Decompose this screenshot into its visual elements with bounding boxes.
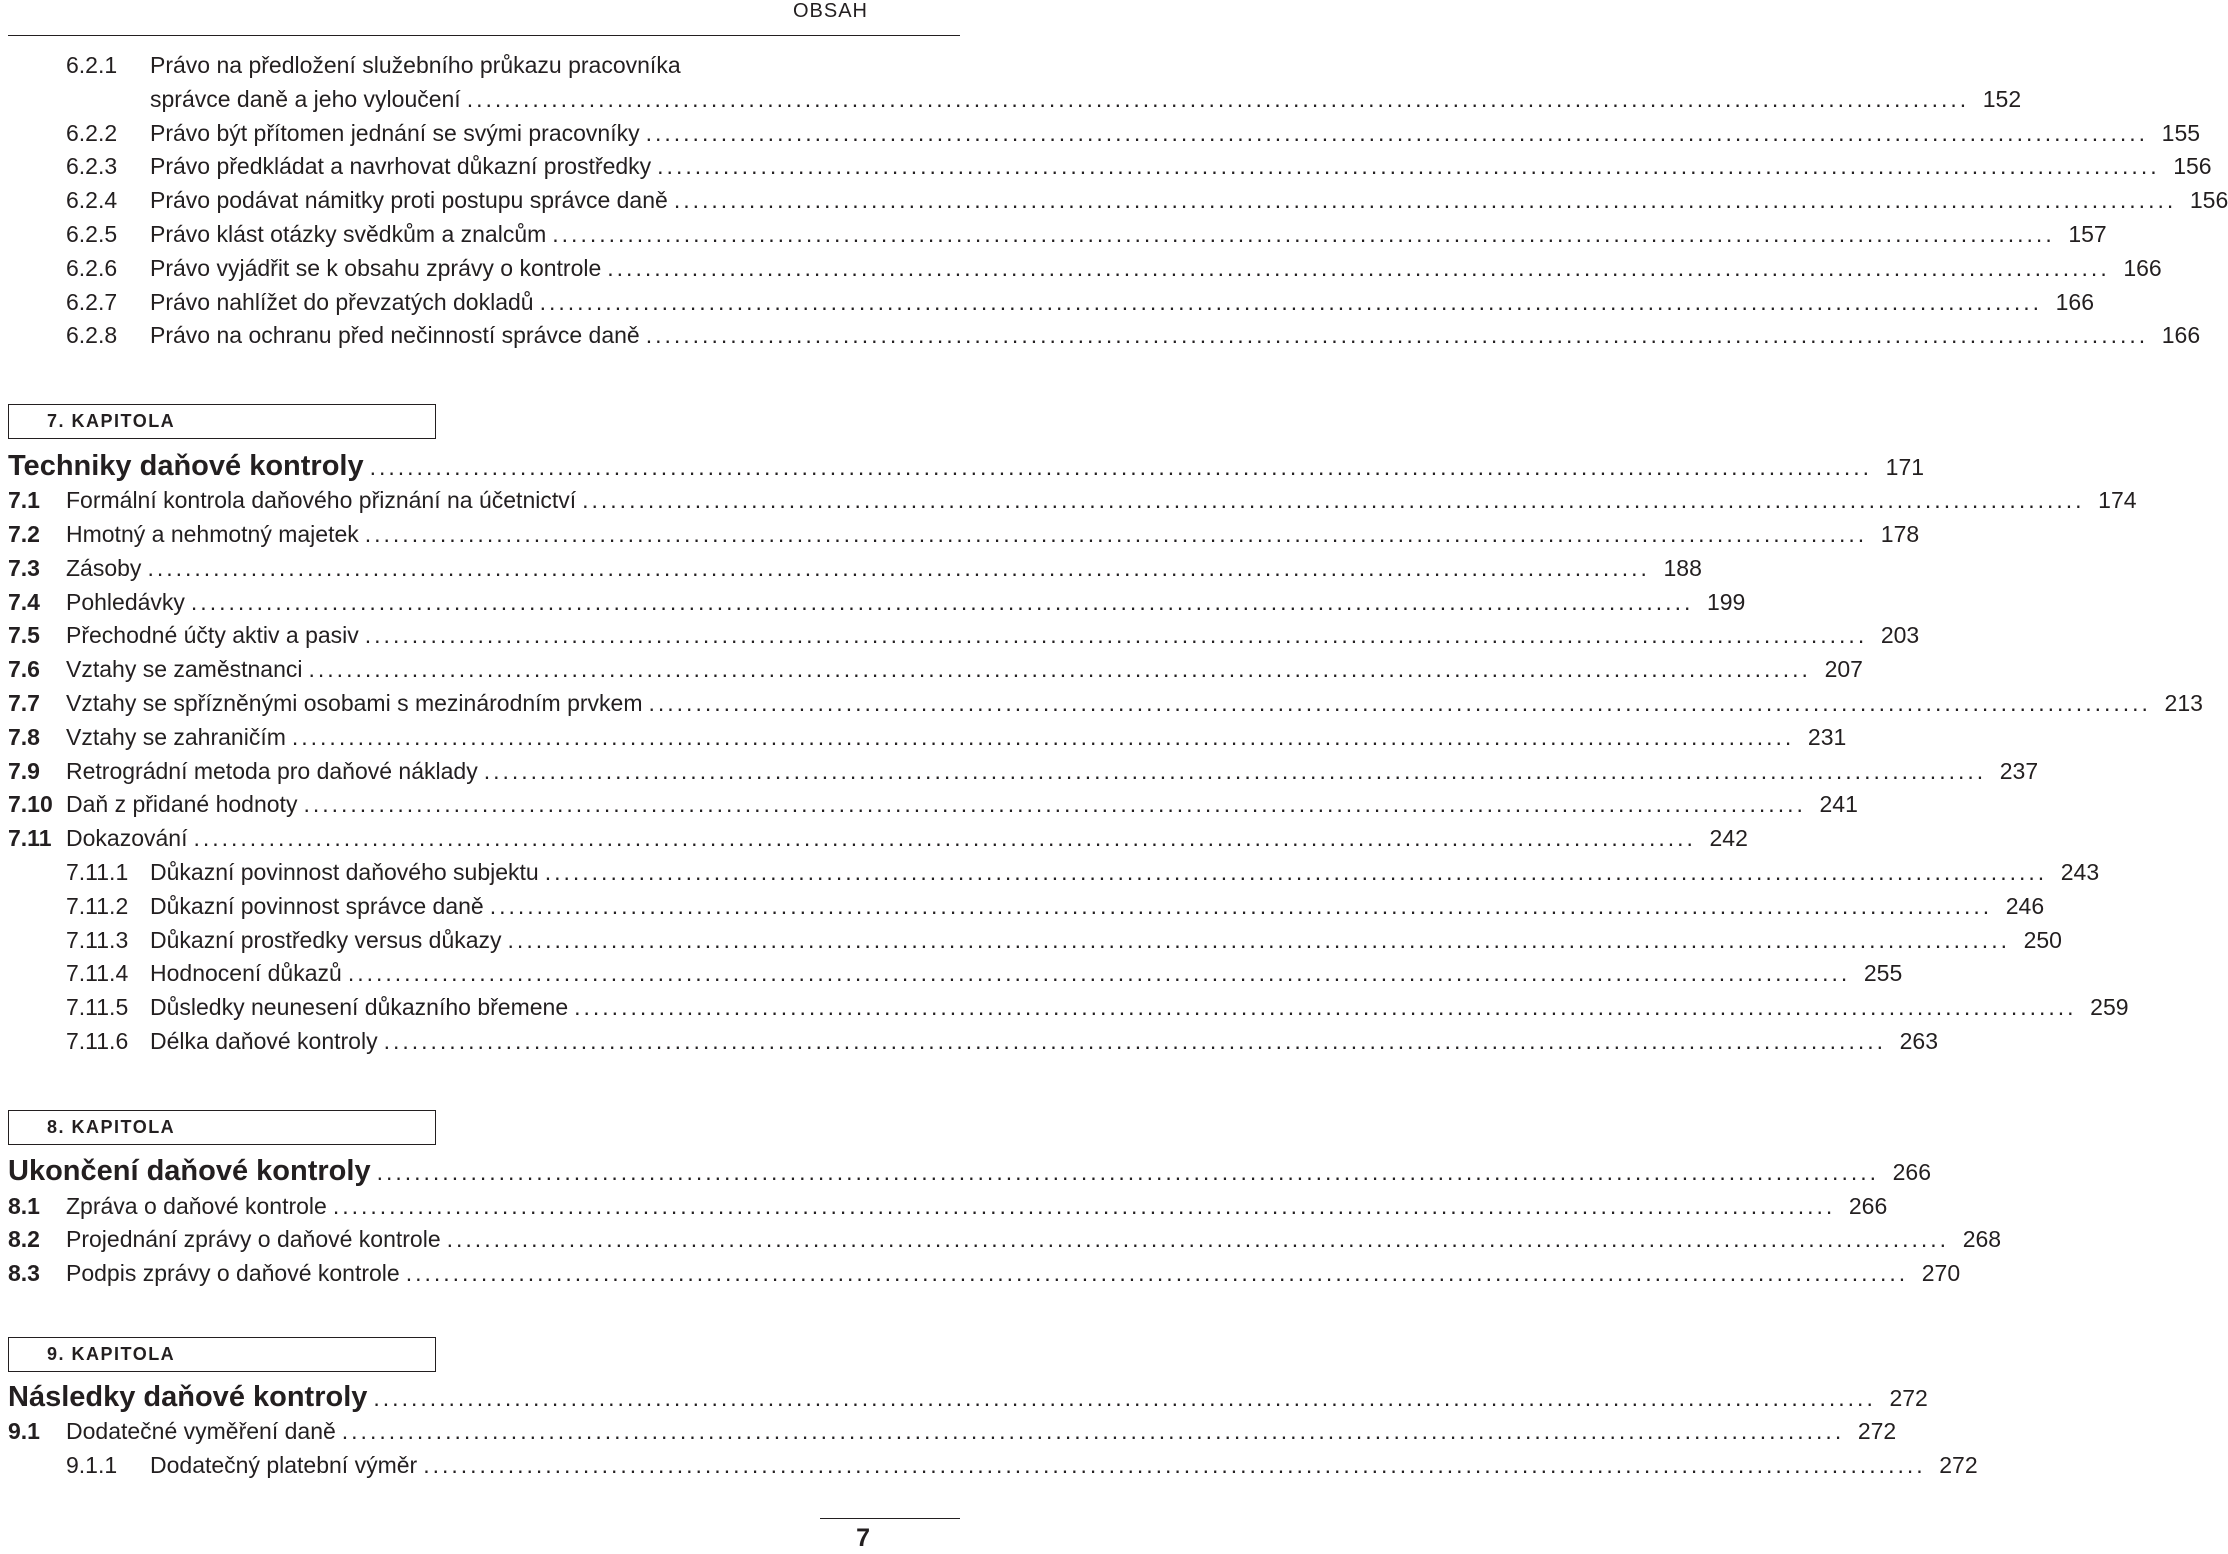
entry-page: 171 [1885, 454, 1925, 480]
dot-leader: ................................................................................................................................................................ [303, 791, 1806, 817]
entry-page: 178 [1880, 521, 1920, 547]
toc-entry[interactable] [0, 517, 1920, 551]
entry-title: správce daně a jeho vyloučení [150, 86, 461, 112]
toc-entry[interactable] [0, 618, 1920, 652]
entry-page: 242 [1709, 825, 1748, 851]
toc-entry[interactable] [0, 990, 2129, 1024]
entry-title: Právo na ochranu před nečinností správce daně [150, 322, 640, 348]
toc-entry[interactable] [0, 1189, 1888, 1223]
header-rule [8, 35, 960, 36]
dot-leader: ................................................................................................................................................................ [645, 322, 2149, 348]
dot-leader: ................................................................................................................................................................ [190, 589, 1694, 615]
toc-entry[interactable] [0, 754, 2039, 788]
entry-number: 7.2 [8, 521, 40, 547]
entry-page: 250 [2023, 927, 2062, 953]
entry-number: 7.5 [8, 622, 40, 648]
toc-entry[interactable] [0, 1414, 1897, 1448]
entry-page: 213 [2164, 690, 2203, 716]
entry-number: 7.11.4 [66, 960, 129, 986]
entry-page: 270 [1921, 1260, 1961, 1286]
entry-number: 6.2.2 [66, 120, 118, 146]
entry-number: 7.3 [8, 555, 40, 581]
page-number: 7 [856, 1524, 870, 1552]
chapter-entry[interactable] [0, 449, 1925, 483]
running-header-label: OBSAH [792, 0, 868, 22]
entry-title: Délka daňové kontroly [150, 1028, 378, 1054]
toc-entry[interactable] [0, 686, 2203, 720]
entry-number: 7.9 [8, 758, 40, 784]
entry-number: 6.2.8 [66, 322, 118, 348]
entry-title: Daň z přidané hodnoty [66, 791, 298, 817]
dot-leader: ................................................................................................................................................................ [308, 656, 1811, 682]
toc-entry[interactable] [0, 821, 1748, 855]
entry-number: 6.2.6 [66, 255, 118, 281]
entry-title: Právo být přítomen jednání se svými pracovníky [150, 120, 640, 146]
entry-title: Pohledávky [66, 589, 185, 615]
entry-number: 7.11 [8, 825, 52, 851]
entry-page: 199 [1706, 589, 1746, 615]
entry-number: 7.11.3 [66, 927, 129, 953]
toc-entry[interactable] [0, 720, 1847, 754]
entry-title: Hmotný a nehmotný majetek [66, 521, 359, 547]
entry-title: Podpis zprávy o daňové kontrole [66, 1260, 400, 1286]
entry-page: 266 [1848, 1193, 1888, 1219]
entry-page: 231 [1807, 724, 1847, 750]
dot-leader: ................................................................................................................................................................ [376, 1159, 1879, 1185]
entry-page: 188 [1663, 555, 1702, 581]
chapter-title: Následky daňové kontroly [8, 1381, 368, 1413]
toc-entry[interactable] [0, 82, 2022, 116]
entry-page: 174 [2098, 487, 2137, 513]
entry-number: 7.8 [8, 724, 40, 750]
entry-page: 203 [1880, 622, 1920, 648]
entry-page: 272 [1939, 1452, 1978, 1478]
toc-entry[interactable] [0, 217, 2107, 251]
entry-number: 8.2 [8, 1226, 40, 1252]
dot-leader: ................................................................................................................................................................ [657, 153, 2160, 179]
entry-page: 156 [2189, 187, 2228, 213]
chapter-entry[interactable] [0, 1380, 1928, 1414]
entry-number: 6.2.3 [66, 153, 118, 179]
entry-page: 246 [2005, 893, 2045, 919]
entry-page: 166 [2123, 255, 2162, 281]
entry-title: Projednání zprávy o daňové kontrole [66, 1226, 441, 1252]
toc-entry[interactable] [0, 1256, 1961, 1290]
toc-entry[interactable] [0, 889, 2045, 923]
dot-leader: ................................................................................................................................................................ [645, 120, 2149, 146]
toc-entry[interactable] [0, 1024, 1938, 1058]
dot-leader: ................................................................................................................................................................ [446, 1226, 1950, 1252]
entry-number: 7.1 [8, 487, 40, 513]
dot-leader: ................................................................................................................................................................ [147, 555, 1650, 581]
dot-leader: ................................................................................................................................................................ [341, 1418, 1845, 1444]
entry-number: 9.1.1 [66, 1452, 118, 1478]
dot-leader: ................................................................................................................................................................ [332, 1193, 1836, 1219]
entry-title: Vztahy se zahraničím [66, 724, 286, 750]
entry-number: 7.7 [8, 690, 40, 716]
entry-page: 207 [1824, 656, 1863, 682]
dot-leader: ................................................................................................................................................................ [673, 187, 2177, 213]
entry-page: 243 [2060, 859, 2100, 885]
entry-number: 7.10 [8, 791, 53, 817]
entry-number: 7.11.6 [66, 1028, 129, 1054]
dot-leader: ................................................................................................................................................................ [552, 221, 2055, 247]
entry-number: 7.11.5 [66, 994, 129, 1020]
dot-leader: ................................................................................................................................................................ [193, 825, 1696, 851]
entry-page: 259 [2090, 994, 2129, 1020]
dot-leader: ................................................................................................................................................................ [405, 1260, 1909, 1286]
toc-entry[interactable] [0, 855, 2100, 889]
entry-number: 6.2.5 [66, 221, 118, 247]
entry-title: Právo na předložení služebního průkazu pracovníka [150, 52, 681, 78]
entry-page: 156 [2173, 153, 2212, 179]
entry-page: 272 [1889, 1385, 1928, 1411]
dot-leader: ................................................................................................................................................................ [291, 724, 1795, 750]
chapter-label-box: 7. KAPITOLA [8, 404, 436, 439]
dot-leader: ................................................................................................................................................................ [369, 454, 1873, 480]
dot-leader: ................................................................................................................................................................ [483, 758, 1987, 784]
entry-number: 7.6 [8, 656, 40, 682]
entry-title: Dodatečné vyměření daně [66, 1418, 336, 1444]
entry-title: Zpráva o daňové kontrole [66, 1193, 327, 1219]
entry-title: Retrográdní metoda pro daňové náklady [66, 758, 478, 784]
toc-entry[interactable] [0, 1448, 1978, 1482]
entry-page: 157 [2068, 221, 2107, 247]
dot-leader: ................................................................................................................................................................ [539, 289, 2042, 315]
dot-leader: ................................................................................................................................................................ [489, 893, 1993, 919]
toc-entry[interactable] [0, 652, 1863, 686]
entry-number: 8.1 [8, 1193, 40, 1219]
entry-number: 9.1 [8, 1418, 40, 1444]
toc-entry[interactable] [0, 285, 2094, 319]
chapter-title: Techniky daňové kontroly [8, 450, 364, 482]
entry-title: Vztahy se zaměstnanci [66, 656, 303, 682]
toc-entry[interactable] [0, 183, 2228, 217]
dot-leader: ................................................................................................................................................................ [544, 859, 2048, 885]
toc-entry[interactable] [0, 48, 960, 82]
toc-entry[interactable] [0, 149, 2212, 183]
entry-number: 6.2.7 [66, 289, 118, 315]
toc-entry[interactable] [0, 251, 2162, 285]
entry-title: Právo předkládat a navrhovat důkazní prostředky [150, 153, 652, 179]
chapter-label-box: 9. KAPITOLA [8, 1337, 436, 1372]
entry-title: Právo vyjádřit se k obsahu zprávy o kontrole [150, 255, 602, 281]
entry-title: Důkazní povinnost daňového subjektu [150, 859, 539, 885]
entry-page: 241 [1819, 791, 1858, 817]
entry-title: Přechodné účty aktiv a pasiv [66, 622, 359, 648]
toc-entry[interactable] [0, 116, 2201, 150]
entry-title: Právo klást otázky svědkům a znalcům [150, 221, 547, 247]
entry-number: 7.4 [8, 589, 40, 615]
entry-title: Formální kontrola daňového přiznání na účetnictví [66, 487, 577, 513]
toc-entry[interactable] [0, 483, 2137, 517]
footer-rule [820, 1518, 960, 1519]
toc-entry[interactable] [0, 551, 1702, 585]
entry-number: 7.11.1 [66, 859, 129, 885]
entry-title: Právo nahlížet do převzatých dokladů [150, 289, 534, 315]
entry-title: Dokazování [66, 825, 188, 851]
entry-page: 152 [1982, 86, 2022, 112]
entry-page: 255 [1863, 960, 1903, 986]
entry-title: Důkazní povinnost správce daně [150, 893, 484, 919]
toc-entry[interactable] [0, 956, 1903, 990]
entry-title: Důkazní prostředky versus důkazy [150, 927, 502, 953]
dot-leader: ................................................................................................................................................................ [383, 1028, 1886, 1054]
entry-title: Důsledky neunesení důkazního břemene [150, 994, 569, 1020]
entry-page: 155 [2161, 120, 2201, 146]
chapter-entry[interactable] [0, 1154, 1931, 1188]
toc-entry[interactable] [0, 1222, 2002, 1256]
dot-leader: ................................................................................................................................................................ [466, 86, 1970, 112]
entry-title: Zásoby [66, 555, 142, 581]
dot-leader: ................................................................................................................................................................ [607, 255, 2110, 281]
entry-page: 272 [1857, 1418, 1897, 1444]
chapter-label-box: 8. KAPITOLA [8, 1110, 436, 1145]
entry-number: 6.2.1 [66, 52, 118, 78]
entry-page: 166 [2055, 289, 2094, 315]
entry-title: Vztahy se spřízněnými osobami s mezinárodním prvkem [66, 690, 643, 716]
entry-number: 7.11.2 [66, 893, 129, 919]
entry-page: 263 [1899, 1028, 1938, 1054]
entry-number: 6.2.4 [66, 187, 118, 213]
entry-page: 268 [1962, 1226, 2002, 1252]
entry-title: Dodatečný platební výměr [150, 1452, 418, 1478]
toc-entry[interactable] [0, 585, 1746, 619]
dot-leader: ................................................................................................................................................................ [373, 1385, 1876, 1411]
entry-number: 8.3 [8, 1260, 40, 1286]
dot-leader: ................................................................................................................................................................ [347, 960, 1851, 986]
entry-page: 166 [2161, 322, 2201, 348]
entry-title: Hodnocení důkazů [150, 960, 342, 986]
chapter-title: Ukončení daňové kontroly [8, 1155, 371, 1187]
entry-page: 266 [1892, 1159, 1931, 1185]
toc-entry[interactable] [0, 318, 2201, 352]
entry-title: Právo podávat námitky proti postupu správce daně [150, 187, 668, 213]
toc-entry[interactable] [0, 787, 1858, 821]
dot-leader: ................................................................................................................................................................ [582, 487, 2085, 513]
dot-leader: ................................................................................................................................................................ [364, 521, 1868, 547]
entry-page: 237 [1999, 758, 2039, 784]
dot-leader: ................................................................................................................................................................ [574, 994, 2077, 1020]
dot-leader: ................................................................................................................................................................ [648, 690, 2151, 716]
toc-entry[interactable] [0, 923, 2062, 957]
dot-leader: ................................................................................................................................................................ [507, 927, 2010, 953]
dot-leader: ................................................................................................................................................................ [364, 622, 1868, 648]
dot-leader: ................................................................................................................................................................ [423, 1452, 1926, 1478]
